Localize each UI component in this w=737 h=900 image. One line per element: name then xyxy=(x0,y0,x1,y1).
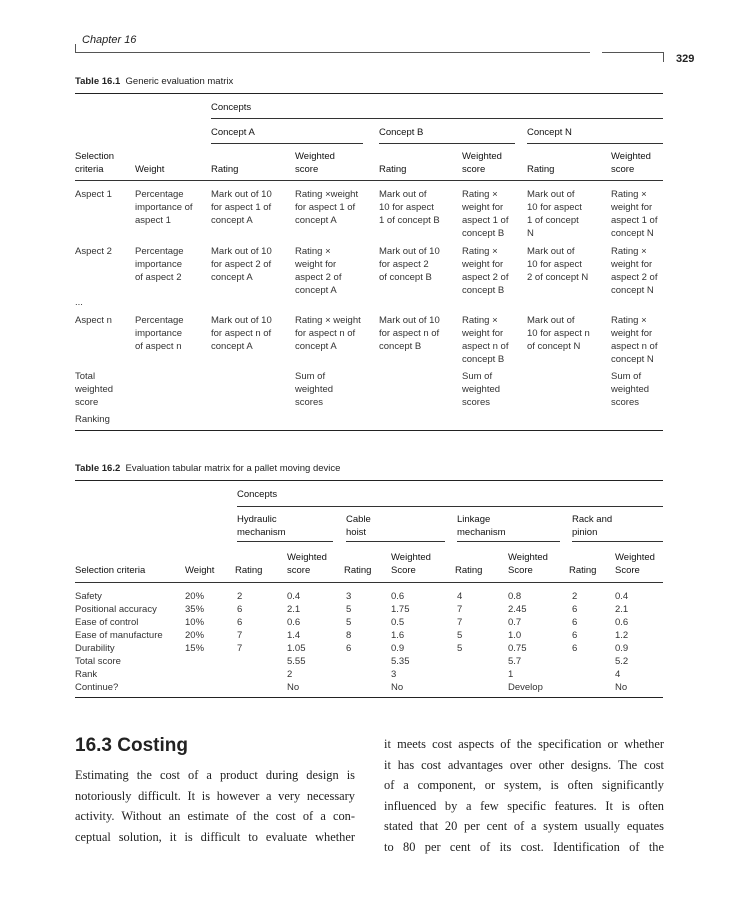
table1-total-a: Sum of weighted scores xyxy=(295,371,334,408)
table2-hydraulic-rule xyxy=(237,541,333,542)
table1-col-rating-n: Rating xyxy=(527,164,555,175)
table1-rown-criterion: Aspect n xyxy=(75,315,112,326)
table2-score: No xyxy=(391,682,404,693)
table2-score: No xyxy=(615,682,628,693)
table2-score: 5.35 xyxy=(391,656,410,667)
table2-rating: 5 xyxy=(457,630,463,641)
table2-concept-linkage: Linkage mechanism xyxy=(457,514,506,538)
paragraph-line: it meets cost aspects of the specification or whether xyxy=(384,737,664,751)
table2-hydraulic-rating-column xyxy=(237,590,242,655)
table1-col-rating-a: Rating xyxy=(211,164,239,175)
table1-rown-wscore-b: Rating × weight for aspect n of concept B xyxy=(462,315,509,365)
table1-concepts-header: Concepts xyxy=(211,102,252,113)
table1-row2-rating-b: Mark out of 10 for aspect 2 of concept B xyxy=(379,246,440,283)
table2-concept-rack: Rack and pinion xyxy=(572,514,613,538)
table1-row1-rating-n: Mark out of 10 for aspect 1 of concept N xyxy=(527,189,582,239)
table2-score: 0.6 xyxy=(615,617,629,628)
paragraph-line: notoriously difficult. It is however a very necessary xyxy=(75,788,355,803)
table2-weight: 35% xyxy=(185,604,205,615)
paragraph-line: to 80 per cent of its cost. Identification of the xyxy=(384,839,664,854)
table2-concept-hydraulic: Hydraulic mechanism xyxy=(237,514,286,538)
table2-score: 4 xyxy=(615,669,621,680)
table1-total-b: Sum of weighted scores xyxy=(462,371,501,408)
table2-weight: 15% xyxy=(185,643,205,654)
table1-concepts-rule xyxy=(211,118,663,119)
table2-criterion: Ease of control xyxy=(75,617,139,628)
table2-rating: 2 xyxy=(237,591,243,602)
table2-criterion: Total score xyxy=(75,656,121,667)
table1-total-label: Total weighted score xyxy=(75,371,114,408)
table2-score: 1.75 xyxy=(391,604,410,615)
header-rule-tick-right xyxy=(663,52,664,62)
paragraph-line: it has cost advantages over other designs. The cost xyxy=(384,757,664,772)
table2-score: 0.6 xyxy=(287,617,301,628)
table2-score: 5.55 xyxy=(287,656,306,667)
table1-total-n: Sum of weighted scores xyxy=(611,371,650,408)
table2-score: 2.1 xyxy=(287,604,301,615)
table2-rack-score-column xyxy=(615,590,628,694)
table2-rating: 6 xyxy=(237,617,243,628)
table1-row2-criterion: Aspect 2 xyxy=(75,246,112,257)
table2-col-rating-cable: Rating xyxy=(344,565,372,576)
table2-concepts-header: Concepts xyxy=(237,489,278,500)
table1-concept-n: Concept N xyxy=(527,127,572,138)
table1-row1-criterion: Aspect 1 xyxy=(75,189,112,200)
table2-rating: 7 xyxy=(457,604,463,615)
paragraph-line: ceptual solution, it is difficult to evaluate whether xyxy=(75,829,355,844)
section-right-paragraph xyxy=(384,734,664,858)
table2-col-weight: Weight xyxy=(185,565,215,576)
table2-score: 5.7 xyxy=(508,656,522,667)
table1-top-rule xyxy=(75,93,663,94)
table2-linkage-rating-column xyxy=(457,590,462,655)
table2-rating: 5 xyxy=(346,604,352,615)
page-number: 329 xyxy=(676,53,695,65)
table1-row2-wscore-b: Rating × weight for aspect 2 of concept B xyxy=(462,246,509,296)
table2-score: 2.45 xyxy=(508,604,527,615)
table1-rown-rating-a: Mark out of 10 for aspect n of concept A xyxy=(211,315,272,352)
table2-score: 0.75 xyxy=(508,643,527,654)
table2-criterion: Safety xyxy=(75,591,102,602)
paragraph-line: activity. Without an estimate of the cost of a con- xyxy=(75,809,355,824)
table1-col-wscore-a: Weighted score xyxy=(295,151,335,175)
table2-rating: 6 xyxy=(572,643,578,654)
table1-rown-rating-b: Mark out of 10 for aspect n of concept B xyxy=(379,315,440,352)
table1-caption xyxy=(75,76,233,87)
table1-row1-rating-a: Mark out of 10 for aspect 1 of concept A xyxy=(211,189,272,226)
header-rule-right xyxy=(602,52,663,53)
table2-cable-rating-column xyxy=(346,590,351,655)
table1-rown-wscore-a: Rating × weight for aspect n of concept A xyxy=(295,315,361,352)
table2-col-selection-criteria: Selection criteria xyxy=(75,565,146,576)
table1-ellipsis: ... xyxy=(75,297,83,308)
table2-score: Develop xyxy=(508,682,543,693)
table1-caption-text: Generic evaluation matrix xyxy=(125,76,234,87)
table2-cable-rule xyxy=(346,541,445,542)
table1-rown-rating-n: Mark out of 10 for aspect n of concept N xyxy=(527,315,590,352)
table2-rating: 2 xyxy=(572,591,578,602)
table1-row1-weight: Percentage importance of aspect 1 xyxy=(135,189,193,226)
table2-col-rating-linkage: Rating xyxy=(455,565,483,576)
table2-caption-text: Evaluation tabular matrix for a pallet moving device xyxy=(125,463,341,474)
table2-weight: 10% xyxy=(185,617,205,628)
table2-criterion: Positional accuracy xyxy=(75,604,157,615)
table2-label: Table 16.2 xyxy=(75,463,121,474)
table2-score: 5.2 xyxy=(615,656,629,667)
table2-header-rule xyxy=(75,582,663,583)
paragraph-line: of a component, or system, is often significantly xyxy=(384,778,664,793)
table2-rating: 6 xyxy=(572,617,578,628)
table2-weight-column xyxy=(185,590,204,655)
table1-row2-weight: Percentage importance of aspect 2 xyxy=(135,246,184,283)
table2-col-wscore-cable: Weighted Score xyxy=(391,552,431,576)
table2-rack-rule xyxy=(572,541,663,542)
table2-rack-rating-column xyxy=(572,590,577,655)
table2-score: 0.6 xyxy=(391,591,405,602)
table1-col-rating-b: Rating xyxy=(379,164,407,175)
table2-rating: 3 xyxy=(346,591,352,602)
table2-rating: 4 xyxy=(457,591,463,602)
table1-col-weight: Weight xyxy=(135,164,165,175)
table1-rown-wscore-n: Rating × weight for aspect n of concept N xyxy=(611,315,658,365)
table2-weight: 20% xyxy=(185,630,205,641)
table2-score: 1.0 xyxy=(508,630,522,641)
table2-rating: 6 xyxy=(572,630,578,641)
table2-criterion: Ease of manufacture xyxy=(75,630,163,641)
table2-col-rating-hydraulic: Rating xyxy=(235,565,263,576)
table2-col-wscore-hydraulic: Weighted score xyxy=(287,552,327,576)
table2-col-wscore-rack: Weighted Score xyxy=(615,552,655,576)
table2-rating: 5 xyxy=(457,643,463,654)
table2-score: 0.4 xyxy=(287,591,301,602)
table2-score: 2 xyxy=(287,669,293,680)
table2-criteria-column xyxy=(75,590,163,694)
table1-col-wscore-b: Weighted score xyxy=(462,151,502,175)
table1-row2-rating-a: Mark out of 10 for aspect 2 of concept A xyxy=(211,246,272,283)
table2-score: 0.9 xyxy=(391,643,405,654)
table1-ranking-label: Ranking xyxy=(75,414,110,425)
table2-col-wscore-linkage: Weighted Score xyxy=(508,552,548,576)
paragraph-line: stated that 20 per cent of a system usually equates xyxy=(384,819,664,834)
table2-score: 1.2 xyxy=(615,630,629,641)
table1-row2-rating-n: Mark out of 10 for aspect 2 of concept N xyxy=(527,246,589,283)
table1-row1-rating-b: Mark out of 10 for aspect 1 of concept B xyxy=(379,189,440,226)
table2-caption xyxy=(75,463,340,474)
table1-col-selection-criteria: Selection criteria xyxy=(75,151,115,175)
table1-row2-wscore-a: Rating × weight for aspect 2 of concept A xyxy=(295,246,342,296)
table1-header-rule xyxy=(75,180,663,181)
table2-rating: 6 xyxy=(346,643,352,654)
table2-rating: 7 xyxy=(457,617,463,628)
table2-score: 0.8 xyxy=(508,591,522,602)
table2-cable-score-column xyxy=(391,590,410,694)
table1-concept-a-rule xyxy=(211,143,363,144)
table1-row2-wscore-n: Rating × weight for aspect 2 of concept N xyxy=(611,246,658,296)
table2-hydraulic-score-column xyxy=(287,590,306,694)
table1-col-wscore-n: Weighted score xyxy=(611,151,651,175)
table1-bottom-rule xyxy=(75,430,663,431)
table2-score: 1.05 xyxy=(287,643,306,654)
table2-score: 1.4 xyxy=(287,630,301,641)
table2-rating: 8 xyxy=(346,630,352,641)
table2-col-rating-rack: Rating xyxy=(569,565,597,576)
table2-score: 0.7 xyxy=(508,617,522,628)
section-heading: 16.3 Costing xyxy=(75,735,188,756)
table2-score: No xyxy=(287,682,300,693)
section-left-paragraph xyxy=(75,765,355,847)
table2-score: 3 xyxy=(391,669,397,680)
table2-concepts-rule xyxy=(237,506,663,507)
table2-concept-cable: Cable hoist xyxy=(346,514,371,538)
table2-score: 0.5 xyxy=(391,617,405,628)
table1-row1-wscore-a: Rating ×weight for aspect 1 of concept A xyxy=(295,189,359,226)
table1-concept-b: Concept B xyxy=(379,127,424,138)
table2-weight: 20% xyxy=(185,591,205,602)
table2-rating: 6 xyxy=(237,604,243,615)
table2-criterion: Durability xyxy=(75,643,115,654)
table2-rating: 7 xyxy=(237,630,243,641)
table1-rown-weight: Percentage importance of aspect n xyxy=(135,315,184,352)
paragraph-line: influenced by a few specific features. It is often xyxy=(384,798,664,813)
table1-concept-n-rule xyxy=(527,143,663,144)
table2-top-rule xyxy=(75,480,663,481)
header-rule xyxy=(75,52,590,53)
table2-score: 1.6 xyxy=(391,630,405,641)
table2-rating: 6 xyxy=(572,604,578,615)
table2-score: 1 xyxy=(508,669,514,680)
running-header-chapter: Chapter 16 xyxy=(82,34,137,46)
table2-criterion: Rank xyxy=(75,669,98,680)
table2-score: 0.4 xyxy=(615,591,629,602)
table2-rating: 7 xyxy=(237,643,243,654)
table1-concept-a: Concept A xyxy=(211,127,255,138)
table2-score: 2.1 xyxy=(615,604,629,615)
table2-criterion: Continue? xyxy=(75,682,119,693)
table2-bottom-rule xyxy=(75,697,663,698)
paragraph-line: Estimating the cost of a product during design is xyxy=(75,768,355,782)
table1-label: Table 16.1 xyxy=(75,76,121,87)
table2-linkage-score-column xyxy=(508,590,543,694)
table2-linkage-rule xyxy=(457,541,560,542)
table2-rating: 5 xyxy=(346,617,352,628)
table2-score: 0.9 xyxy=(615,643,629,654)
table1-row1-wscore-n: Rating × weight for aspect 1 of concept N xyxy=(611,189,658,239)
table1-concept-b-rule xyxy=(379,143,515,144)
table1-row1-wscore-b: Rating × weight for aspect 1 of concept B xyxy=(462,189,509,239)
